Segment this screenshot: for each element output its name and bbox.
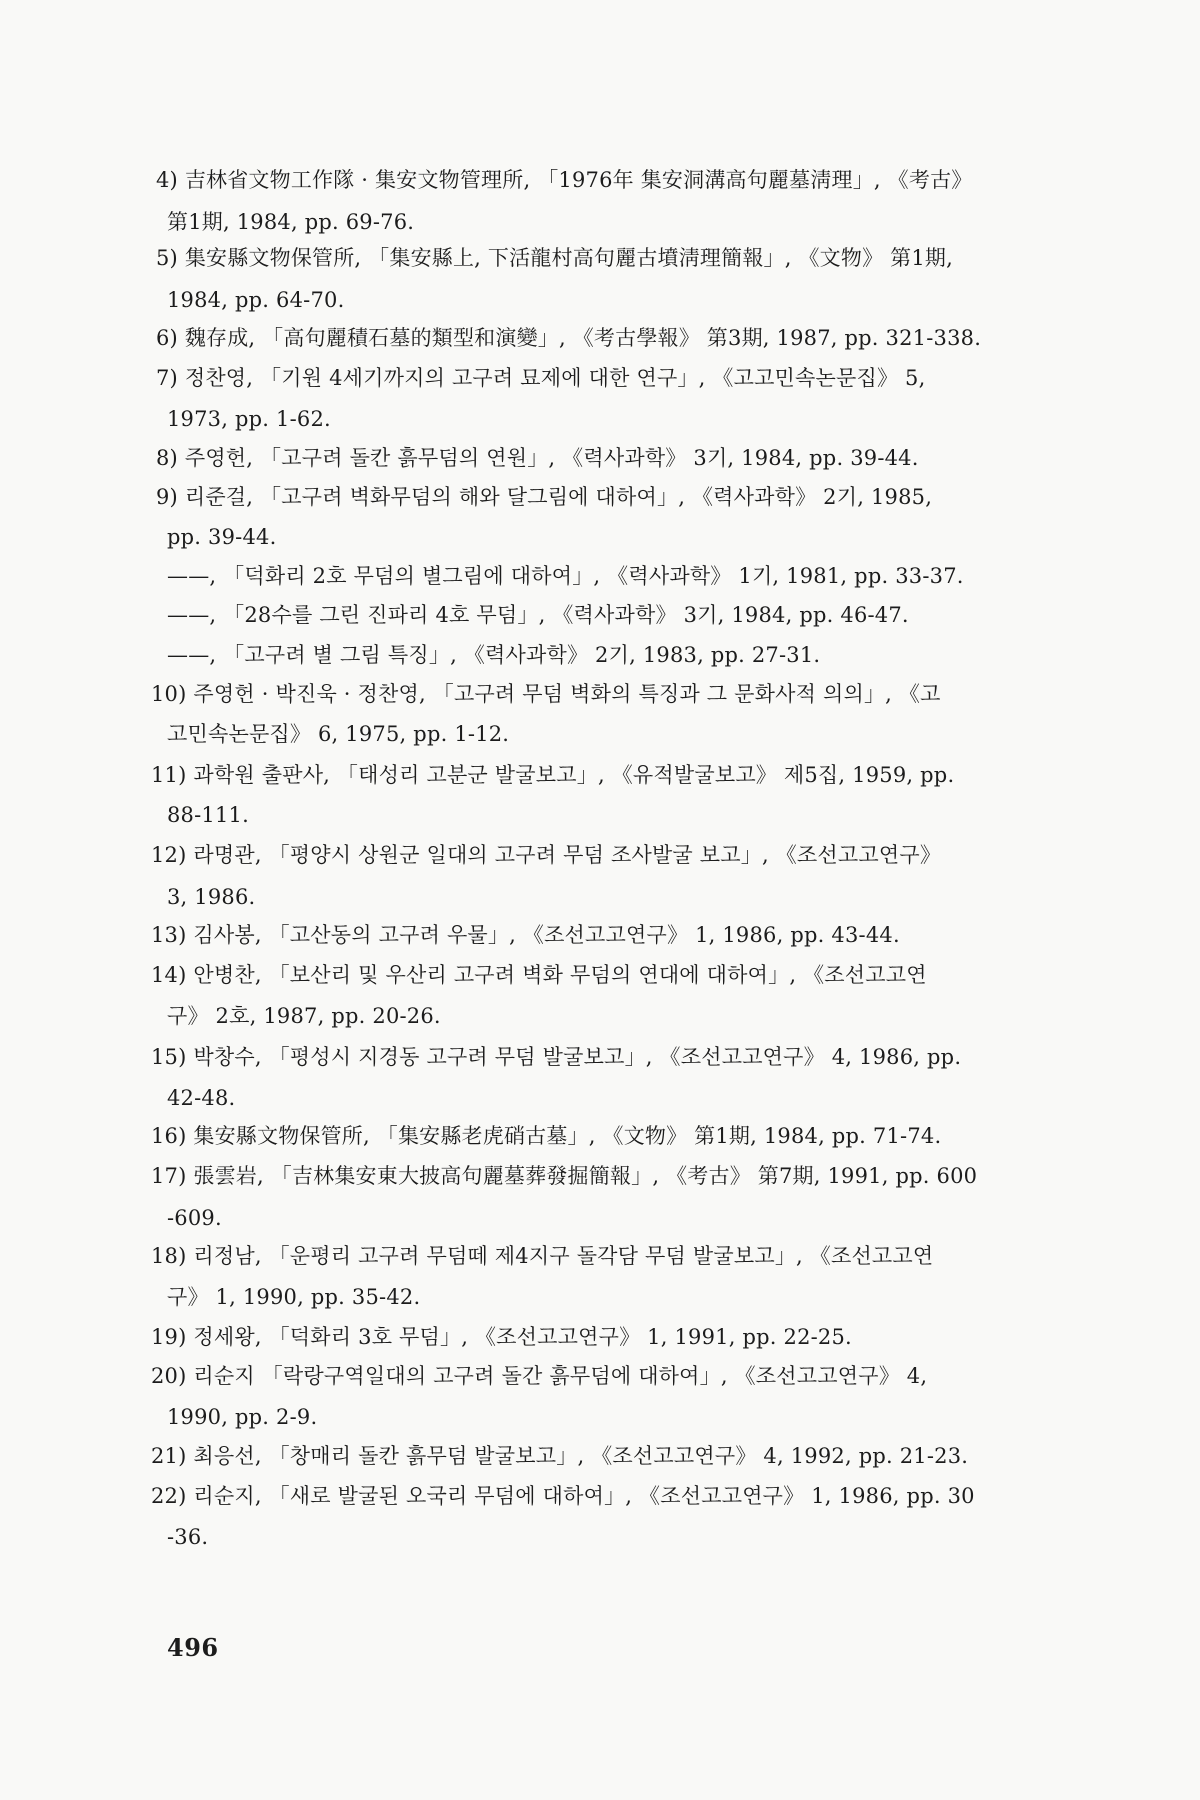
reference-16-line-1: 16) 集安縣文物保管所, 「集安縣老虎硝古墓」, 《文物》 第1期, 1984, pp. 71-74. bbox=[151, 1124, 942, 1148]
reference-13-line-1: 13) 김사봉, 「고산동의 고구려 우물」, 《조선고고연구》 1, 1986, pp. 43-44. bbox=[151, 923, 900, 947]
reference-7-line-2: 1973, pp. 1-62. bbox=[167, 407, 331, 431]
reference-9-sub-2: ——, 「28수를 그린 진파리 4호 무덤」, 《력사과학》 3기, 1984, pp. 46-47. bbox=[167, 603, 909, 627]
reference-5-line-1: 5) 集安縣文物保管所, 「集安縣上, 下活龍村高句麗古墳淸理簡報」, 《文物》 第1期, bbox=[156, 246, 953, 270]
reference-14-line-1: 14) 안병찬, 「보산리 및 우산리 고구려 벽화 무덤의 연대에 대하여」, 《조선고고연 bbox=[151, 963, 927, 987]
reference-17-line-1: 17) 張雲岩, 「吉林集安東大披高句麗墓葬發掘簡報」, 《考古》 第7期, 1991, pp. 600 bbox=[151, 1164, 978, 1188]
reference-8-line-1: 8) 주영헌, 「고구려 돌칸 흙무덤의 연원」, 《력사과학》 3기, 1984, pp. 39-44. bbox=[156, 446, 919, 470]
reference-9-sub-3: ——, 「고구려 별 그림 특징」, 《력사과학》 2기, 1983, pp. 27-31. bbox=[167, 643, 821, 667]
reference-22-line-2: -36. bbox=[167, 1525, 209, 1549]
reference-4-line-2: 第1期, 1984, pp. 69-76. bbox=[167, 210, 415, 234]
reference-14-line-2: 구》 2호, 1987, pp. 20-26. bbox=[167, 1004, 441, 1028]
reference-15-line-2: 42-48. bbox=[167, 1086, 236, 1110]
reference-12-line-2: 3, 1986. bbox=[167, 885, 256, 909]
reference-18-line-1: 18) 리정남, 「운평리 고구려 무덤떼 제4지구 돌각담 무덤 발굴보고」, 《조선고고연 bbox=[151, 1244, 934, 1268]
reference-5-line-2: 1984, pp. 64-70. bbox=[167, 288, 345, 312]
reference-15-line-1: 15) 박창수, 「평성시 지경동 고구려 무덤 발굴보고」, 《조선고고연구》 4, 1986, pp. bbox=[151, 1045, 962, 1069]
reference-7-line-1: 7) 정찬영, 「기원 4세기까지의 고구려 묘제에 대한 연구」, 《고고민속논문집》 5, bbox=[156, 366, 926, 390]
reference-6-line-1: 6) 魏存成, 「高句麗積石墓的類型和演變」, 《考古學報》 第3期, 1987, pp. 321-338. bbox=[156, 326, 982, 350]
reference-10-line-1: 10) 주영헌 · 박진욱 · 정찬영, 「고구려 무덤 벽화의 특징과 그 문화사적 의의」, 《고 bbox=[151, 682, 941, 706]
reference-17-line-2: -609. bbox=[167, 1206, 222, 1230]
reference-9-line-1: 9) 리준걸, 「고구려 벽화무덤의 해와 달그림에 대하여」, 《력사과학》 2기, 1985, bbox=[156, 485, 933, 509]
page-number: 496 bbox=[167, 1633, 219, 1662]
reference-20-line-1: 20) 리순지 「락랑구역일대의 고구려 돌간 흙무덤에 대하여」, 《조선고고연구》 4, bbox=[151, 1364, 928, 1388]
reference-21-line-1: 21) 최응선, 「창매리 돌칸 흙무덤 발굴보고」, 《조선고고연구》 4, 1992, pp. 21-23. bbox=[151, 1444, 969, 1468]
reference-19-line-1: 19) 정세왕, 「덕화리 3호 무덤」, 《조선고고연구》 1, 1991, pp. 22-25. bbox=[151, 1325, 852, 1349]
reference-18-line-2: 구》 1, 1990, pp. 35-42. bbox=[167, 1285, 421, 1309]
reference-10-line-2: 고민속논문집》 6, 1975, pp. 1-12. bbox=[167, 722, 510, 746]
reference-12-line-1: 12) 라명관, 「평양시 상원군 일대의 고구려 무덤 조사발굴 보고」, 《조선고고연구》 bbox=[151, 843, 942, 867]
reference-20-line-2: 1990, pp. 2-9. bbox=[167, 1405, 318, 1429]
reference-4-line-1: 4) 吉林省文物工作隊 · 集安文物管理所, 「1976年 集安洞溝高句麗墓淸理」, 《考古》 bbox=[156, 168, 973, 192]
reference-9-sub-1: ——, 「덕화리 2호 무덤의 별그림에 대하여」, 《력사과학》 1기, 1981, pp. 33-37. bbox=[167, 564, 964, 588]
reference-11-line-1: 11) 과학원 출판사, 「태성리 고분군 발굴보고」, 《유적발굴보고》 제5집, 1959, pp. bbox=[151, 763, 955, 787]
reference-11-line-2: 88-111. bbox=[167, 803, 249, 827]
reference-22-line-1: 22) 리순지, 「새로 발굴된 오국리 무덤에 대하여」, 《조선고고연구》 1, 1986, pp. 30 bbox=[151, 1484, 975, 1508]
reference-9-line-2: pp. 39-44. bbox=[167, 525, 277, 549]
